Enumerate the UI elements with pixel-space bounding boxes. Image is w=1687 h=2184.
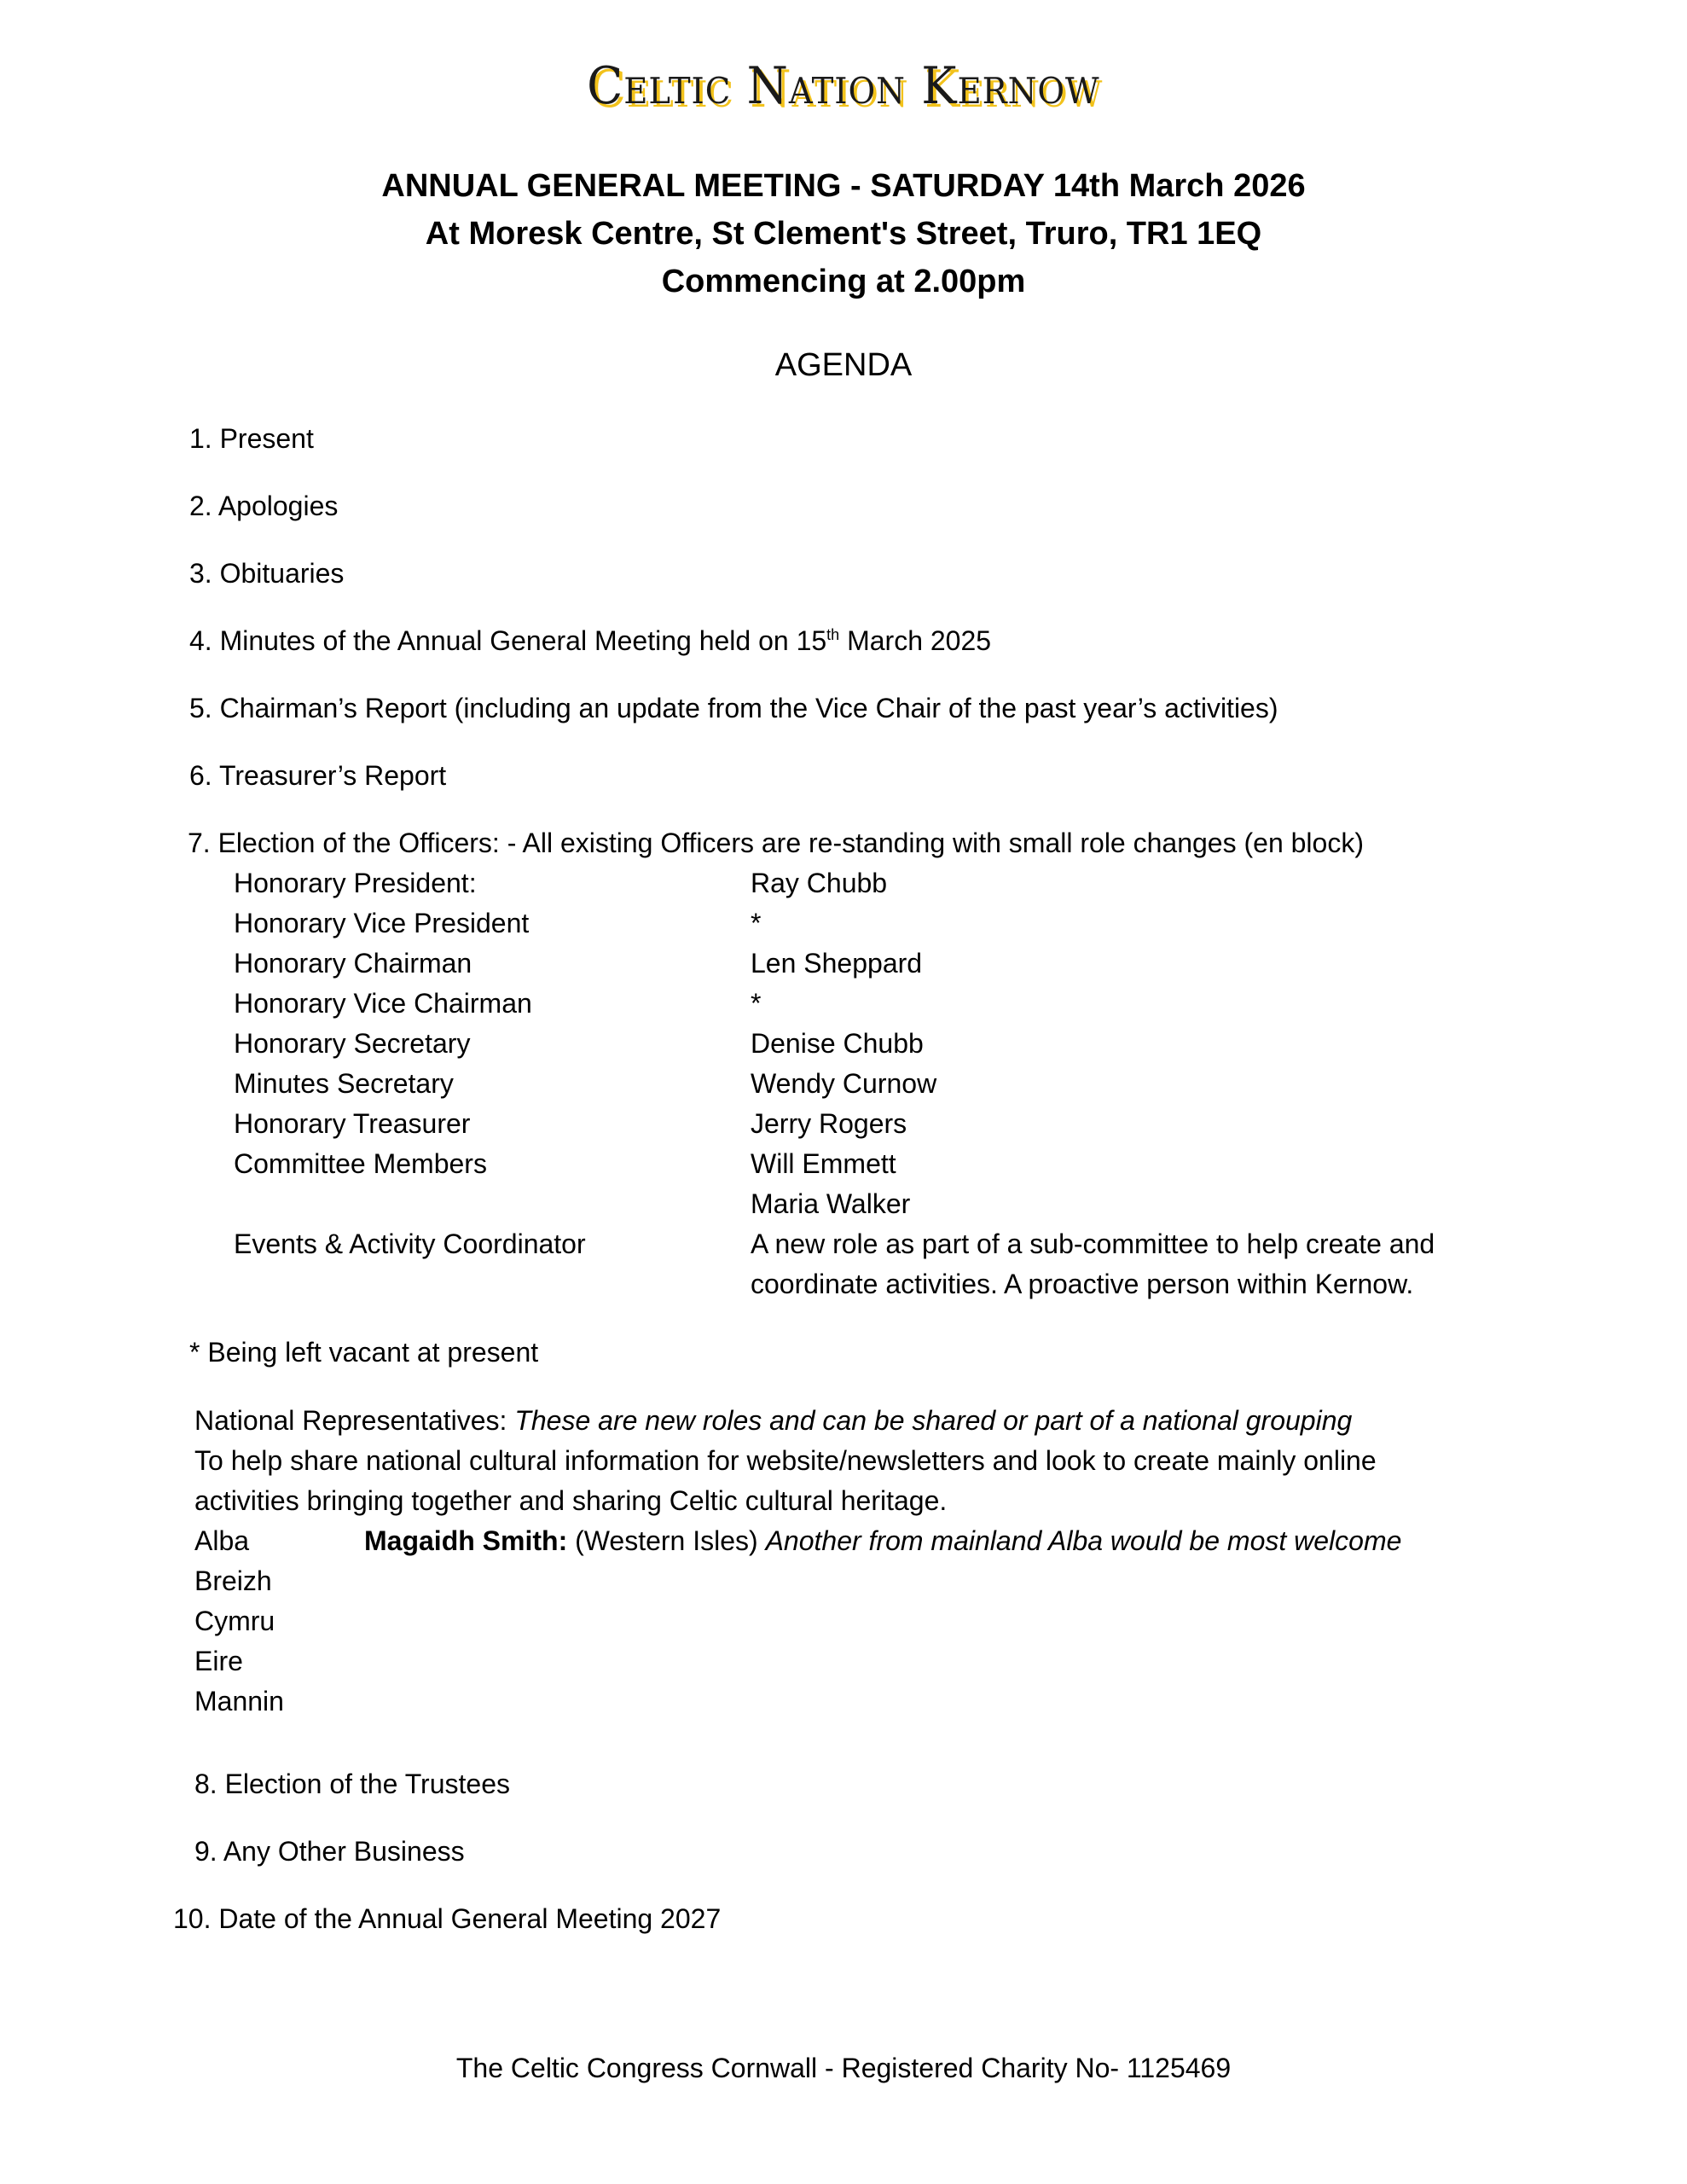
agenda-item	[189, 762, 446, 789]
officer-name: Denise Chubb	[751, 1028, 924, 1059]
item-number: 7.	[188, 828, 211, 858]
national-label: National Representatives:	[194, 1405, 515, 1436]
officer-name: Ray Chubb	[751, 868, 888, 898]
item-text: Chairman’s Report (including an update from the Vice Chair of the past year’s activities)	[219, 693, 1278, 723]
national-label-note: These are new roles and can be shared or part of a national grouping	[514, 1405, 1353, 1436]
nation-name: Breizh	[194, 1565, 272, 1596]
representative-name: Magaidh Smith:	[364, 1525, 568, 1556]
officer-role: Minutes Secretary	[234, 1068, 454, 1099]
item-text: Obituaries	[219, 558, 345, 589]
representative-note: Another from mainland Alba would be most welcome	[765, 1525, 1402, 1556]
representative-detail: (Western Isles)	[567, 1525, 766, 1556]
officer-role: Honorary Secretary	[234, 1028, 471, 1059]
officer-name: Maria Walker	[751, 1188, 911, 1219]
logo	[0, 56, 1687, 116]
nation-name: Cymru	[194, 1606, 275, 1636]
agenda-item	[189, 425, 314, 452]
agenda-item	[189, 492, 338, 520]
meeting-venue: At Moresk Centre, St Clement's Street, Truro, TR1 1EQ	[425, 216, 1262, 252]
item-number: 10.	[173, 1903, 212, 1934]
item-number: 8.	[194, 1769, 217, 1799]
item-number: 1.	[189, 423, 212, 454]
vacant-note: * Being left vacant at present	[189, 1337, 539, 1368]
officer-role: Honorary Chairman	[234, 948, 472, 979]
item-text: Treasurer’s Report	[219, 760, 447, 791]
officer-role: Events & Activity Coordinator	[234, 1228, 586, 1259]
item-number: 4.	[189, 625, 212, 656]
nation-name: Mannin	[194, 1686, 284, 1716]
officer-name: *	[751, 988, 762, 1019]
item-number: 2.	[189, 491, 212, 521]
item-text-date: March 2025	[839, 625, 992, 656]
footer-charity: The Celtic Congress Cornwall - Registered Charity No- 1125469	[455, 2053, 1232, 2083]
item-number: 5.	[189, 693, 212, 723]
officer-description: coordinate activities. A proactive person within Kernow.	[751, 1269, 1414, 1299]
officer-name: Len Sheppard	[751, 948, 923, 979]
item-text: Election of the Officers: - All existing Officers are re-standing with small role changes (en block)	[217, 828, 1364, 858]
nation-name: Eire	[194, 1646, 243, 1676]
officer-name: Jerry Rogers	[751, 1108, 907, 1139]
officer-role: Honorary Treasurer	[234, 1108, 471, 1139]
officer-description: A new role as part of a sub-committee to help create and	[751, 1228, 1435, 1259]
nation-representative	[364, 1527, 1401, 1554]
item-text: Date of the Annual General Meeting 2027	[218, 1903, 722, 1934]
item-text: Election of the Trustees	[224, 1769, 510, 1799]
national-description: activities bringing together and sharing Celtic cultural heritage.	[194, 1485, 948, 1516]
item-text-main: Minutes of the Annual General Meeting held on 15	[219, 625, 827, 656]
agenda-item	[189, 627, 991, 654]
agenda-item	[188, 829, 1364, 857]
meeting-time: Commencing at 2.00pm	[661, 264, 1026, 299]
item-text: Any Other Business	[223, 1836, 465, 1867]
officer-name: Wendy Curnow	[751, 1068, 937, 1099]
national-heading	[194, 1407, 1352, 1434]
nation-name: Alba	[194, 1525, 250, 1556]
agenda-item	[194, 1838, 465, 1865]
item-number: 9.	[194, 1836, 217, 1867]
national-description: To help share national cultural information for website/newsletters and look to create mainly online	[194, 1445, 1377, 1476]
agenda-item	[189, 560, 344, 587]
officer-role: Honorary Vice President	[234, 908, 530, 938]
officer-role: Honorary President:	[234, 868, 477, 898]
item-text	[220, 625, 991, 656]
agenda-title: AGENDA	[774, 347, 913, 383]
item-text: Apologies	[217, 491, 339, 521]
officer-name: *	[751, 908, 762, 938]
officer-name: Will Emmett	[751, 1148, 896, 1179]
item-number: 6.	[189, 760, 212, 791]
logo-text: Celtic Nation Kernow	[587, 56, 1100, 116]
meeting-title: ANNUAL GENERAL MEETING - SATURDAY 14th March 2026	[381, 168, 1306, 204]
item-number: 3.	[189, 558, 212, 589]
agenda-item	[194, 1770, 510, 1798]
agenda-item	[173, 1905, 721, 1932]
officer-role: Committee Members	[234, 1148, 487, 1179]
item-text: Present	[219, 423, 314, 454]
officer-role: Honorary Vice Chairman	[234, 988, 532, 1019]
ordinal-suffix: th	[826, 626, 840, 643]
agenda-item	[189, 694, 1278, 722]
